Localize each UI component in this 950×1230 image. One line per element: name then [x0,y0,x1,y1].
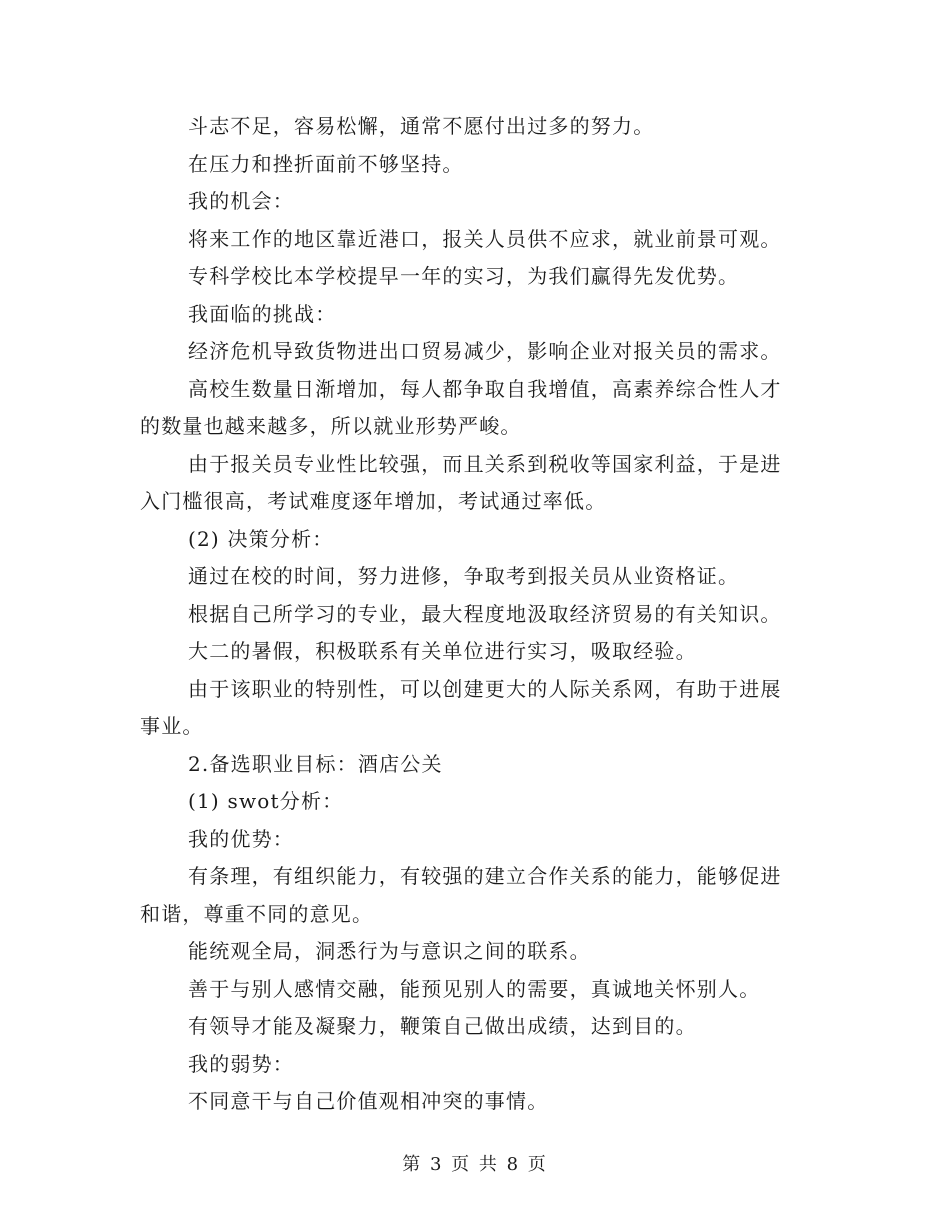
page-number-footer: 第 3 页 共 8 页 [402,1154,548,1175]
paragraph-19: 能统观全局，洞悉行为与意识之间的联系。 [188,939,591,963]
paragraph-20: 善于与别人感情交融，能预见别人的需要，真诚地关怀别人。 [188,976,761,1001]
paragraph-23: 不同意干与自己价值观相冲突的事情。 [188,1089,549,1113]
paragraph-21: 有领导才能及凝聚力，鞭策自己做出成绩，达到目的。 [188,1014,697,1038]
paragraph-12: 根据自己所学习的专业，最大程度地汲取经济贸易的有关知识。 [188,601,782,626]
paragraph-4: 将来工作的地区靠近港口，报关人员供不应求，就业前景可观。 [188,226,782,251]
paragraph-1: 斗志不足，容易松懈，通常不愿付出过多的努力。 [188,114,655,138]
paragraph-18: 有条理，有组织能力，有较强的建立合作关系的能力，能够促进和谐，尊重不同的意见。 [140,864,782,926]
paragraph-9: 由于报关员专业性比较强，而且关系到税收等国家利益，于是进入门槛很高，考试难度逐年增加，考试通过率低。 [140,451,782,513]
paragraph-16: (1) swot分析： [188,789,344,813]
document-body [140,108,800,1121]
paragraph-11: 通过在校的时间，努力进修，争取考到报关员从业资格证。 [188,564,740,588]
paragraph-7: 经济危机导致货物进出口贸易减少，影响企业对报关员的需求。 [188,339,782,363]
paragraph-2: 在压力和挫折面前不够坚持。 [188,151,464,176]
paragraph-8: 高校生数量日渐增加，每人都争取自我增值，高素养综合性人才的数量也越来越多，所以就业形势严峻。 [140,376,782,438]
paragraph-13: 大二的暑假，积极联系有关单位进行实习，吸取经验。 [188,639,697,663]
paragraph-15: 2.备选职业目标：酒店公关 [188,751,443,776]
paragraph-22: 我的弱势： [188,1051,294,1076]
paragraph-10: (2) 决策分析： [188,526,334,551]
paragraph-3: 我的机会： [188,189,294,213]
paragraph-5: 专科学校比本学校提早一年的实习，为我们赢得先发优势。 [188,264,740,288]
paragraph-17: 我的优势： [188,826,294,851]
paragraph-14: 由于该职业的特别性，可以创建更大的人际关系网，有助于进展事业。 [140,676,782,738]
paragraph-6: 我面临的挑战： [188,301,337,326]
